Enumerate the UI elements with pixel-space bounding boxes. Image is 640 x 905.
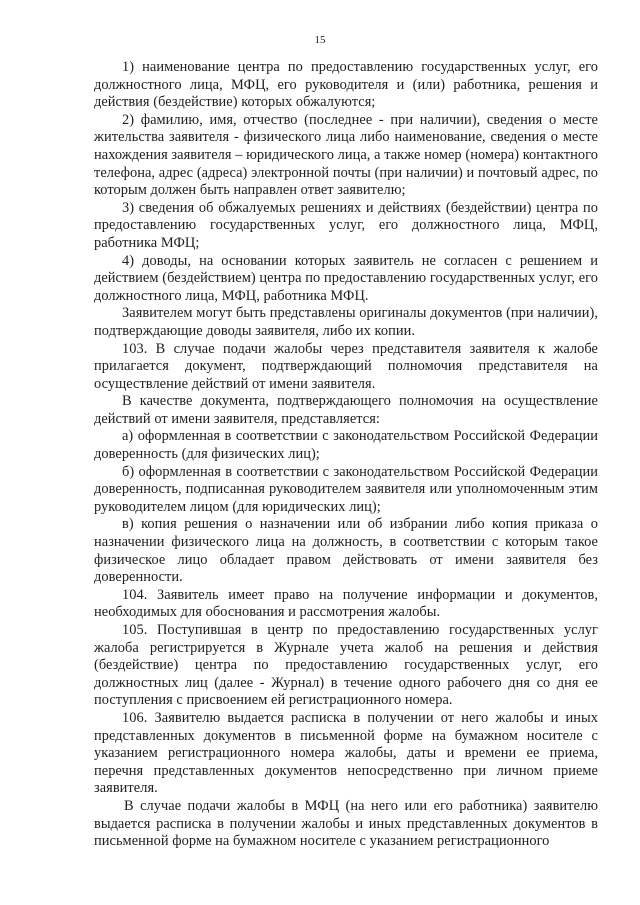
paragraph-item-v: в) копия решения о назначении или об избрании либо копия приказа о назначении физического лица на должность, в соответствии с которым такое физическое лицо обладает правом действовать от имени заявителя без доверенности. [94,516,598,586]
paragraph-103: 103. В случае подачи жалобы через представителя заявителя к жалобе прилагается документ, подтверждающий полномочия представителя на осуществление действий от имени заявителя. [94,340,598,392]
paragraph-item-a: а) оформленная в соответствии с законодательством Российской Федерации доверенность (для физических лиц); [94,428,598,463]
page-number: 15 [314,34,326,46]
paragraph-104: 104. Заявитель имеет право на получение информации и документов, необходимых для обоснования и рассмотрения жалобы. [94,586,598,621]
paragraph-item-1: 1) наименование центра по предоставлению государственных услуг, его должностного лица, МФЦ, его руководителя и (или) работника, решения и действия (бездействие) которых обжалуются; [94,59,598,111]
paragraph-item-2: 2) фамилию, имя, отчество (последнее - при наличии), сведения о месте жительства заявителя - физического лица либо наименование, сведения о месте нахождения заявителя – юридического лица, а также номер (номера) контактного телефона, адрес (адреса) электронной почты (при наличии) и почтовый адрес, по которым должен быть направлен ответ заявителю; [94,111,598,199]
paragraph-item-4: 4) доводы, на основании которых заявитель не согласен с решением и действием (бездействием) центра по предоставлению государственных услуг, его должностного лица, МФЦ, работника МФЦ. [94,252,598,304]
paragraph-authority-doc: В качестве документа, подтверждающего полномочия на осуществление действий от имени заявителя, представляется: [94,393,598,427]
paragraph-105: 105. Поступившая в центр по предоставлению государственных услуг жалоба регистрируется в Журнале учета жалоб на решения и действия (бездействие) центра по предоставлению государственных услуг, его должностных лиц (далее - Журнал) в течение одного рабочего дня со дня ее поступления с присвоением ей регистрационного номера. [94,622,598,709]
document-body [94,59,598,851]
paragraph-item-b: б) оформленная в соответствии с законодательством Российской Федерации доверенность, подписанная руководителем заявителя или уполномоченным этим руководителем лицом (для юридических лиц); [94,463,598,515]
paragraph-106: 106. Заявителю выдается расписка в получении от него жалобы и иных представленных документов в письменной форме на бумажном носителе с указанием регистрационного номера жалобы, даты и времени ее приема, перечня представленных документов непосредственно при личном приеме заявителя. [94,709,598,797]
paragraph-mfc-receipt: В случае подачи жалобы в МФЦ (на него или его работника) заявителю выдается расписка в получении жалобы и иных представленных документов в письменной форме на бумажном носителе с указанием регистрационного [94,797,598,850]
paragraph-item-3: 3) сведения об обжалуемых решениях и действиях (бездействии) центра по предоставлению государственных услуг, его должностного лица, МФЦ, работника МФЦ; [94,199,598,251]
paragraph-originals: Заявителем могут быть представлены оригиналы документов (при наличии), подтверждающие доводы заявителя, либо их копии. [94,305,598,339]
